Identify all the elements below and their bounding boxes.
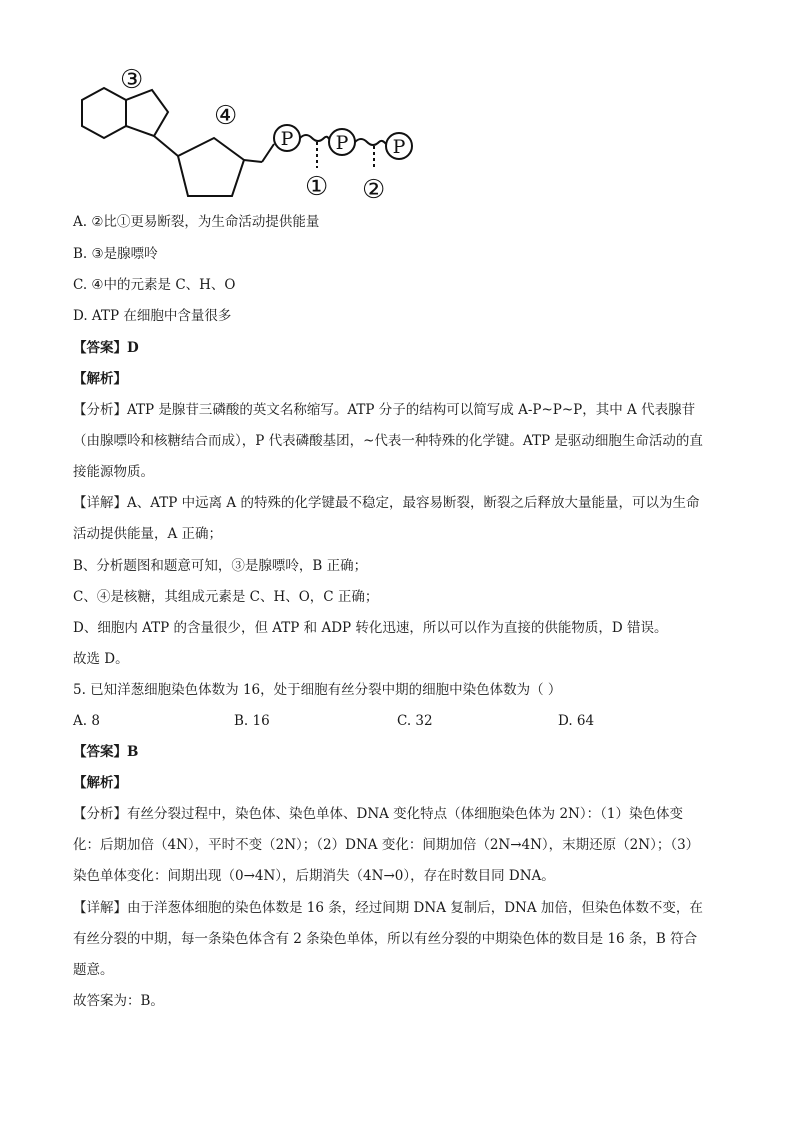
label-2: ② [362,175,386,205]
high-energy-bond-1 [300,135,329,141]
q4-answer: 【答案】D [73,340,139,356]
q4-option-b: B. ③是腺嘌呤 [73,246,158,262]
q5-stem: 5. 已知洋葱细胞染色体数为 16，处于细胞有丝分裂中期的细胞中染色体数为（ ） [73,682,562,698]
phosphate-label-3: P [392,136,406,158]
q4-option-c: C. ④中的元素是 C、H、O [73,277,236,293]
q4-detail-line: C、④是核糖，其组成元素是 C、H、O，C 正确； [73,589,379,605]
q4-detail-line: D、细胞内 ATP 的含量很少，但 ATP 和 ADP 转化迅速，所以可以作为直接的供能物质，D 错误。 [73,620,668,636]
q5-analysis-line: 染色单体变化：间期出现（0→4N），后期消失（4N→0），存在时数目同 DNA。 [73,868,555,884]
adenine-hexagon [82,88,126,138]
q4-option-a: A. ②比①更易断裂，为生命活动提供能量 [73,214,320,230]
q5-conclusion: 故答案为：B。 [73,993,164,1009]
atp-structure-figure [74,60,424,210]
phosphate-label-1: P [280,128,294,150]
q5-analysis-title: 【解析】 [73,775,127,791]
ribose-pentagon [178,138,244,196]
q4-analysis-line: （由腺嘌呤和核糖结合而成），P 代表磷酸基团，~代表一种特殊的化学键。ATP 是驱动细胞生命活动的直 [73,433,703,449]
q4-detail-line: 【详解】A、ATP 中远离 A 的特殊的化学键最不稳定，最容易断裂，断裂之后释放大量能量，可以为生命 [73,495,700,511]
adenine-pentagon [126,90,168,136]
q4-conclusion: 故选 D。 [73,651,129,667]
q5-analysis-line: 【分析】有丝分裂过程中，染色体、染色单体、DNA 变化特点（体细胞染色体为 2N）：（1）染色体变 [73,806,683,822]
q4-analysis-line: 【分析】ATP 是腺苷三磷酸的英文名称缩写。ATP 分子的结构可以简写成 A-P~P~P，其中 A 代表腺苷 [73,402,696,418]
q5-analysis-line: 化：后期加倍（4N），平时不变（2N）；（2）DNA 变化：间期加倍（2N→4N），末期还原（2N）；（3） [73,837,700,853]
q5-detail-line: 有丝分裂的中期，每一条染色体含有 2 条染色单体，所以有丝分裂的中期染色体的数目是 16 条，B 符合 [73,931,698,947]
q5-option-c: C. 32 [397,713,433,729]
q5-answer: 【答案】B [73,744,139,760]
q4-analysis-title: 【解析】 [73,371,127,387]
q5-detail-line: 题意。 [73,962,114,978]
label-4: ④ [214,101,238,131]
q5-option-b: B. 16 [234,713,270,729]
high-energy-bond-2 [355,139,386,145]
q4-analysis-line: 接能源物质。 [73,464,154,480]
q4-detail-line: B、分析题图和题意可知，③是腺嘌呤，B 正确； [73,558,368,574]
phosphate-label-2: P [335,132,349,154]
label-1: ① [305,172,329,202]
q4-option-d: D. ATP 在细胞中含量很多 [73,308,232,324]
q5-option-a: A. 8 [73,713,100,729]
q5-option-d: D. 64 [558,713,595,729]
q4-detail-line: 活动提供能量，A 正确； [73,526,223,542]
q5-detail-line: 【详解】由于洋葱体细胞的染色体数是 16 条，经过间期 DNA 复制后，DNA 加倍，但染色体数不变，在 [73,900,703,916]
label-3: ③ [120,65,144,95]
